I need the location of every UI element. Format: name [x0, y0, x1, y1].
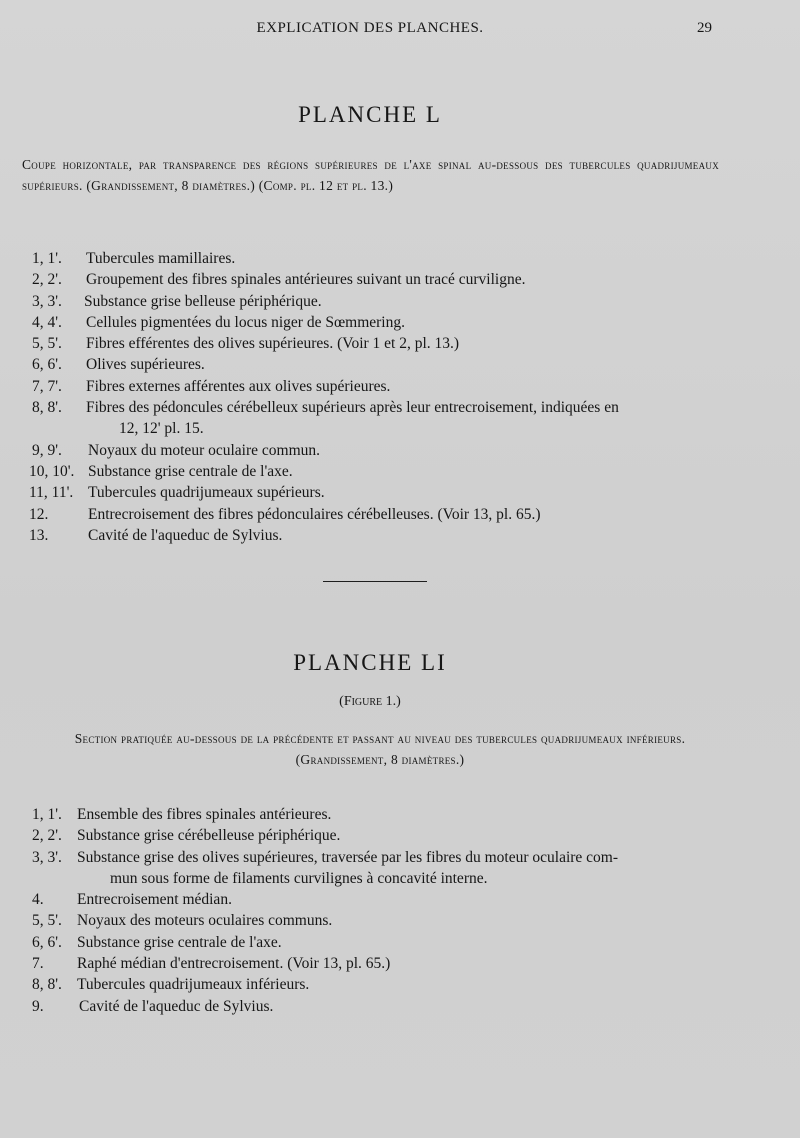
legend-item [32, 333, 732, 354]
legend-item-number: 12. [29, 505, 49, 523]
legend-item-text: Substance grise belleuse périphérique. [84, 292, 322, 310]
legend-item [32, 397, 732, 418]
legend-item-text: Substance grise des olives supérieures, traversée par les fibres du moteur oculaire com- [77, 848, 619, 866]
legend-item [32, 996, 732, 1017]
legend-item-text: Cavité de l'aqueduc de Sylvius. [79, 997, 274, 1015]
legend-item-text: Fibres externes afférentes aux olives supérieures. [86, 377, 391, 395]
plate-l-legend-list [29, 248, 732, 546]
legend-item-text: Noyaux du moteur oculaire commun. [88, 441, 321, 459]
legend-item-number: 1, 1'. [32, 806, 62, 823]
legend-item-text: Entrecroisement médian. [77, 891, 232, 909]
legend-item-text: Cellules pigmentées du locus niger de Sœmmering. [86, 313, 405, 331]
legend-item-text: Entrecroisement des fibres pédonculaires cérébelleuses. (Voir 13, pl. 65.) [88, 505, 541, 523]
legend-item-number: 9. [32, 997, 44, 1015]
legend-item-number: 4, 4'. [32, 313, 62, 331]
plate-li-caption: Section pratiquée au-dessous de la précédente et passant au niveau des tubercules quadrijumeaux inférieurs. (Grandissement, 8 diamètres.) [74, 731, 686, 767]
legend-item-text: Noyaux des moteurs oculaires communs. [77, 912, 333, 930]
legend-item-text: Substance grise centrale de l'axe. [88, 462, 293, 480]
legend-item-text: Tubercules quadrijumeaux inférieurs. [77, 976, 310, 994]
legend-item [32, 312, 732, 333]
legend-item-number: 7. [32, 955, 44, 973]
legend-item [32, 248, 732, 269]
legend-item [29, 504, 732, 525]
legend-item-number: 11, 11'. [29, 484, 74, 502]
plate-li-figure-label: (Figure 1.) [339, 694, 401, 709]
legend-item-text: Fibres des pédoncules cérébelleux supérieurs après leur entrecroisement, indiquées en [86, 399, 619, 417]
legend-item [32, 825, 732, 846]
legend-item-number: 13. [29, 526, 49, 544]
legend-item-continuation [32, 868, 732, 889]
legend-item-number: 8, 8'. [32, 399, 62, 417]
legend-item-text: 12, 12' pl. 15. [119, 420, 204, 438]
legend-item-number: 5, 5'. [32, 335, 62, 353]
legend-item-number: 6, 6'. [32, 933, 62, 951]
legend-item-number: 1, 1'. [32, 250, 62, 267]
legend-item [32, 291, 732, 312]
legend-item-text: Raphé médian d'entrecroisement. (Voir 13, pl. 65.) [77, 955, 391, 973]
plate-li-legend-list [32, 804, 732, 1017]
legend-item [32, 847, 732, 868]
legend-item-text: mun sous forme de filaments curvilignes à concavité interne. [110, 869, 488, 887]
legend-item-number: 3, 3'. [32, 848, 62, 866]
legend-item-text: Olives supérieures. [86, 356, 205, 374]
legend-item [32, 953, 732, 974]
plate-l-caption: Coupe horizontale, par transparence des régions supérieures de l'axe spinal au-dessous des tubercules quadrijumeaux supérieurs. (Grandissement, 8 diamètres.) (Comp. pl. 12 et pl. 13.) [22, 157, 719, 193]
legend-item-number: 8, 8'. [32, 976, 62, 994]
legend-item [32, 804, 732, 825]
legend-item [32, 269, 732, 290]
legend-item [32, 889, 732, 910]
running-title: EXPLICATION DES PLANCHES. [256, 20, 484, 36]
legend-item [29, 461, 732, 482]
legend-item [32, 440, 732, 461]
legend-item-number: 3, 3'. [32, 292, 62, 310]
legend-item-text: Ensemble des fibres spinales antérieures. [77, 806, 332, 823]
legend-item-continuation [32, 418, 732, 439]
legend-item-text: Substance grise centrale de l'axe. [77, 933, 282, 951]
legend-item-text: Substance grise cérébelleuse périphérique. [77, 827, 341, 845]
legend-item [32, 910, 732, 931]
legend-item [29, 525, 732, 546]
legend-item-number: 2, 2'. [32, 827, 62, 845]
legend-item [29, 482, 732, 503]
legend-item-number: 9, 9'. [32, 441, 62, 459]
legend-item-number: 5, 5'. [32, 912, 62, 930]
legend-item-number: 6, 6'. [32, 356, 62, 374]
section-divider [323, 581, 427, 582]
plate-li-title: PLANCHE LI [293, 650, 447, 675]
legend-item-text: Groupement des fibres spinales antérieures suivant un tracé curviligne. [86, 271, 526, 289]
legend-item-text: Tubercules quadrijumeaux supérieurs. [88, 484, 325, 502]
legend-item-number: 4. [32, 891, 44, 909]
legend-item-number: 7, 7'. [32, 377, 62, 395]
legend-item-number: 10, 10'. [29, 462, 75, 480]
legend-item-text: Tubercules mamillaires. [86, 250, 236, 267]
page-number: 29 [697, 20, 712, 36]
legend-item [32, 974, 732, 995]
legend-item-number: 2, 2'. [32, 271, 62, 289]
legend-item [32, 354, 732, 375]
legend-item [32, 376, 732, 397]
legend-item [32, 932, 732, 953]
legend-item-text: Fibres efférentes des olives supérieures. (Voir 1 et 2, pl. 13.) [86, 335, 460, 353]
plate-l-title: PLANCHE L [298, 102, 442, 127]
legend-item-text: Cavité de l'aqueduc de Sylvius. [88, 526, 283, 544]
